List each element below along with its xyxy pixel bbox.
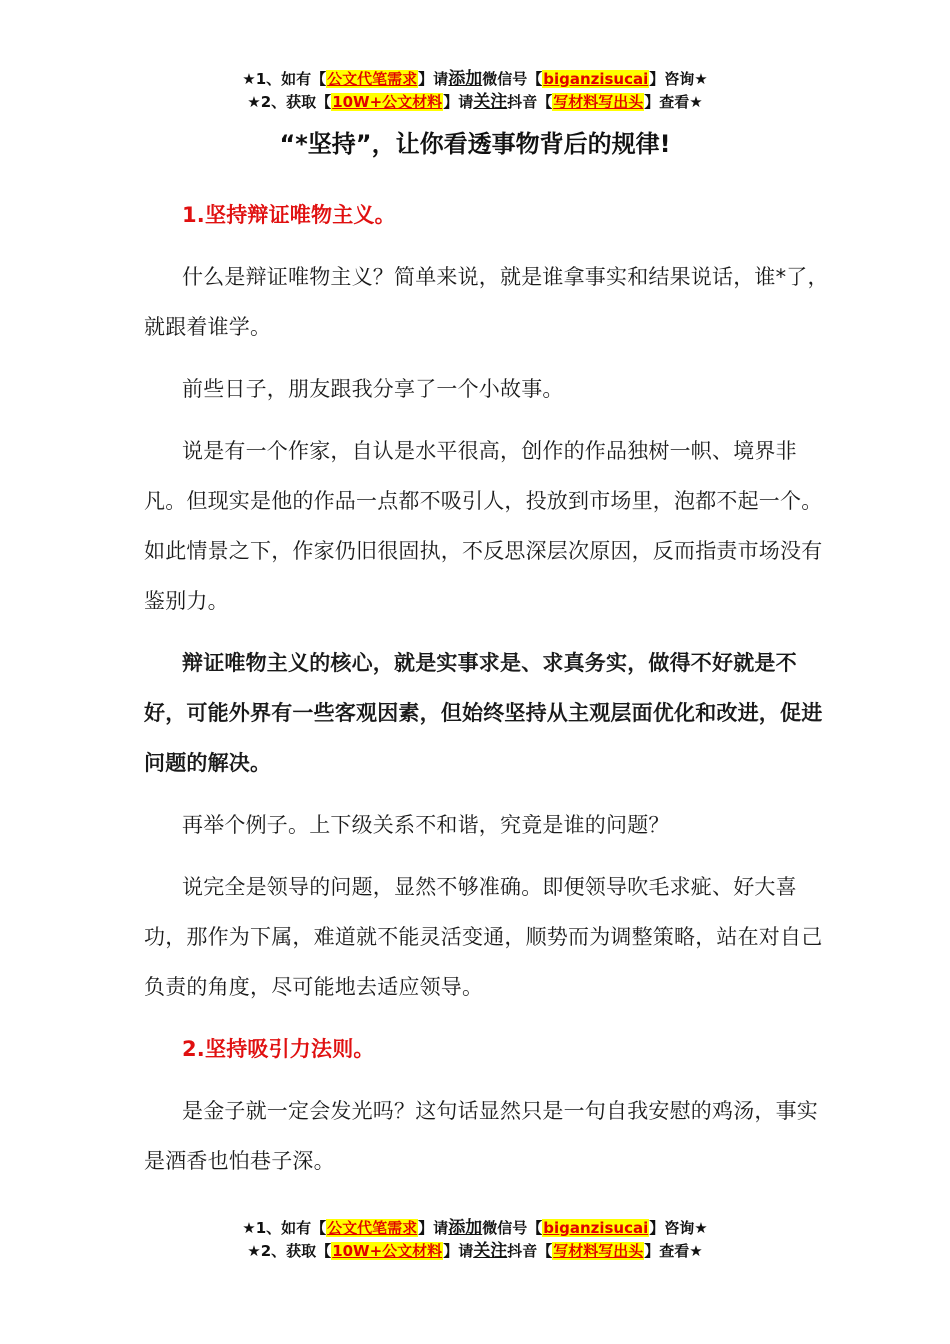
section-heading: 1.坚持辩证唯物主义。 bbox=[182, 203, 396, 227]
header-banner bbox=[0, 68, 950, 114]
banner-text: 1、如有【 bbox=[255, 1219, 327, 1237]
douyin-account-highlight: 写材料写出头 bbox=[553, 1242, 644, 1260]
banner-text: 抖音【 bbox=[507, 93, 553, 111]
footer-banner bbox=[0, 1217, 950, 1263]
paragraph: 什么是辩证唯物主义？简单来说，就是谁拿事实和结果说话，谁*了，就跟着谁学。 bbox=[144, 265, 829, 339]
service-highlight: 公文代笔需求 bbox=[327, 70, 418, 88]
banner-text: 】请 bbox=[443, 1242, 474, 1260]
banner-line-1 bbox=[0, 1217, 950, 1240]
paragraph: 前些日子，朋友跟我分享了一个小故事。 bbox=[182, 377, 564, 401]
star-icon: ★ bbox=[247, 1242, 261, 1260]
banner-line-1 bbox=[0, 68, 950, 91]
banner-text: 微信号【 bbox=[482, 1219, 543, 1237]
star-icon: ★ bbox=[242, 70, 256, 88]
star-icon: ★ bbox=[694, 70, 708, 88]
emphasis-text: 关注 bbox=[473, 92, 508, 112]
paragraph: 说完全是领导的问题，显然不够准确。即便领导吹毛求疵、好大喜功，那作为下属，难道就不能灵活变通，顺势而为调整策略，站在对自己负责的角度，尽可能地去适应领导。 bbox=[144, 875, 823, 999]
article-body bbox=[144, 190, 830, 1186]
banner-text: 1、如有【 bbox=[255, 70, 327, 88]
banner-text: 2、获取【 bbox=[260, 93, 332, 111]
star-icon: ★ bbox=[247, 93, 261, 111]
article-title: “*坚持”，让你看透事物背后的规律! bbox=[279, 130, 671, 158]
section-heading: 2.坚持吸引力法则。 bbox=[182, 1037, 375, 1061]
banner-text: 】查看 bbox=[644, 1242, 690, 1260]
emphasis-text: 添加 bbox=[448, 1218, 483, 1238]
banner-text: 】查看 bbox=[644, 93, 690, 111]
materials-highlight: 10W+公文材料 bbox=[332, 93, 443, 111]
banner-text: 】请 bbox=[443, 93, 474, 111]
star-icon: ★ bbox=[689, 93, 703, 111]
banner-text: 抖音【 bbox=[507, 1242, 553, 1260]
banner-text: 】请 bbox=[418, 1219, 449, 1237]
star-icon: ★ bbox=[694, 1219, 708, 1237]
paragraph: 再举个例子。上下级关系不和谐，究竟是谁的问题？ bbox=[182, 813, 670, 837]
banner-line-2 bbox=[0, 1240, 950, 1263]
star-icon: ★ bbox=[242, 1219, 256, 1237]
materials-highlight: 10W+公文材料 bbox=[332, 1242, 443, 1260]
wechat-id-highlight: biganzisucai bbox=[543, 70, 649, 88]
service-highlight: 公文代笔需求 bbox=[327, 1219, 418, 1237]
emphasis-text: 关注 bbox=[473, 1241, 508, 1261]
emphasis-text: 添加 bbox=[448, 69, 483, 89]
banner-text: 2、获取【 bbox=[260, 1242, 332, 1260]
star-icon: ★ bbox=[689, 1242, 703, 1260]
banner-text: 】请 bbox=[418, 70, 449, 88]
banner-text: 】咨询 bbox=[649, 70, 695, 88]
banner-text: 微信号【 bbox=[482, 70, 543, 88]
wechat-id-highlight: biganzisucai bbox=[543, 1219, 649, 1237]
douyin-account-highlight: 写材料写出头 bbox=[553, 93, 644, 111]
paragraph: 说是有一个作家，自认是水平很高，创作的作品独树一帜、境界非凡。但现实是他的作品一点都不吸引人，投放到市场里，泡都不起一个。如此情景之下，作家仍旧很固执，不反思深层次原因，反而指责市场没有鉴别力。 bbox=[144, 439, 823, 613]
banner-line-2 bbox=[0, 91, 950, 114]
banner-text: 】咨询 bbox=[649, 1219, 695, 1237]
paragraph: 是金子就一定会发光吗？这句话显然只是一句自我安慰的鸡汤，事实是酒香也怕巷子深。 bbox=[144, 1099, 818, 1173]
key-paragraph: 辩证唯物主义的核心，就是实事求是、求真务实，做得不好就是不好，可能外界有一些客观因素，但始终坚持从主观层面优化和改进，促进问题的解决。 bbox=[144, 651, 823, 775]
